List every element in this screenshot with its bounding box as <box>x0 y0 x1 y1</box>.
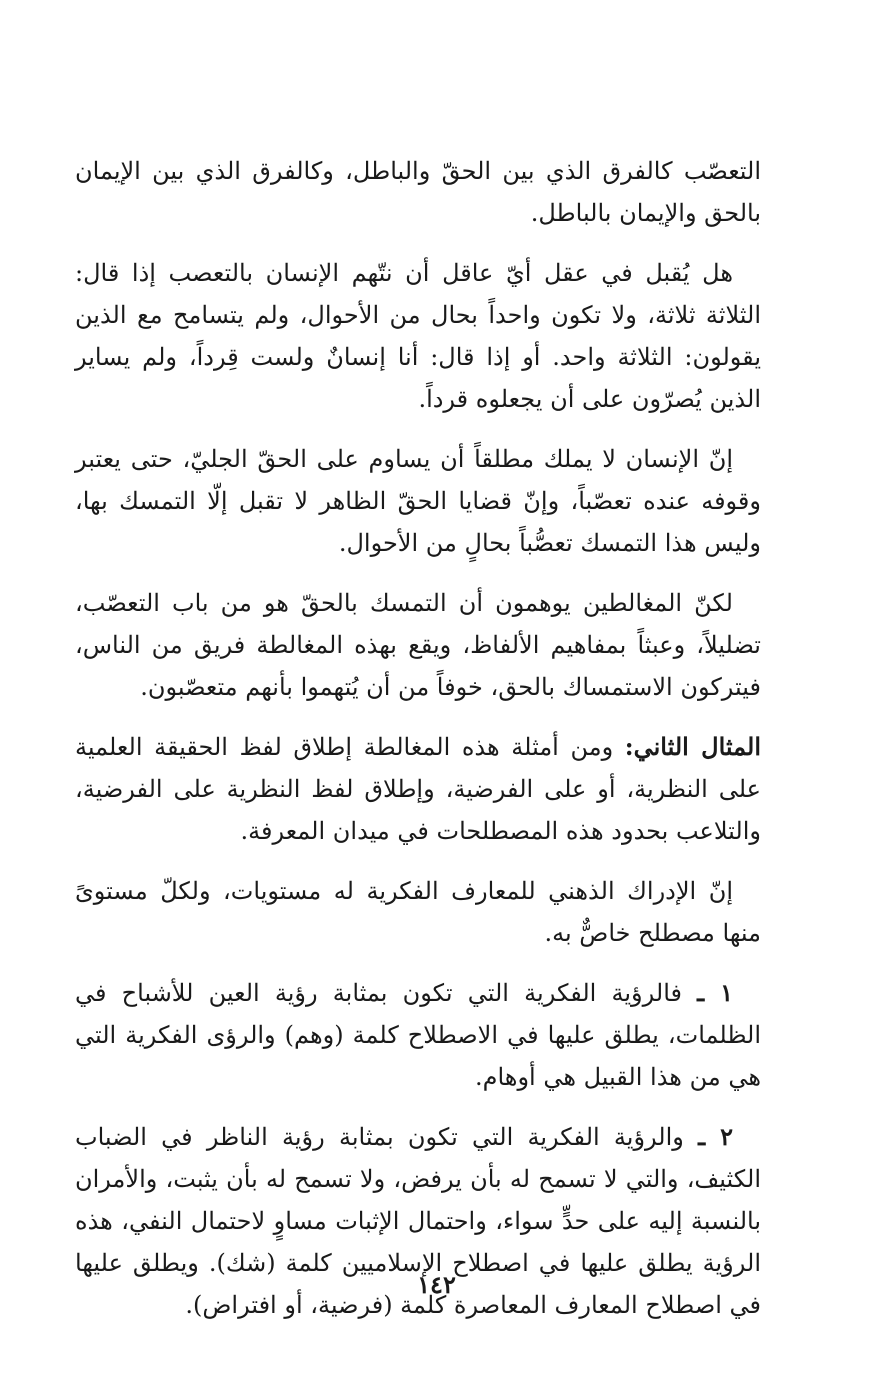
example-two-label: المثال الثاني: <box>624 732 761 761</box>
paragraph-2-text: هل يُقبل في عقل أيّ عاقل أن نتّهم الإنسان بالتعصب إذا قال: الثلاثة ثلاثة، ولا تكون واحداً بحال من الأحوال، ولم يتسامح مع الذين يقولون: الثلاثة واحد. أو إذا قال: أنا إنسانٌ ولست قِرداً، ولم يساير الذين يُصرّون على أن يجعلوه قرداً. <box>75 259 761 413</box>
paragraph-7-text: فالرؤية الفكرية التي تكون بمثابة رؤية العين للأشباح في الظلمات، يطلق عليها في الاصطلاح كلمة (وهم) والرؤى الفكرية التي هي من هذا القبيل هي أوهام. <box>75 979 761 1091</box>
paragraph-1-text: التعصّب كالفرق الذي بين الحقّ والباطل، وكالفرق الذي بين الإيمان بالحق والإيمان بالباطل. <box>75 157 761 227</box>
paragraph-6-text: إنّ الإدراك الذهني للمعارف الفكرية له مستويات، ولكلّ مستوىً منها مصطلح خاصٌّ به. <box>75 877 761 947</box>
paragraph-5 <box>75 726 761 852</box>
page-body <box>75 150 761 1344</box>
list-number-1: ١ ـ <box>697 978 733 1007</box>
paragraph-3 <box>75 438 761 564</box>
paragraph-3-text: إنّ الإنسان لا يملك مطلقاً أن يساوم على الحقّ الجليّ، حتى يعتبر وقوفه عنده تعصّباً، وإنّ قضايا الحقّ الظاهر لا تقبل إلّا التمسك بها، وليس هذا التمسك تعصُّباً بحالٍ من الأحوال. <box>75 445 761 557</box>
paragraph-7 <box>75 972 761 1098</box>
paragraph-4 <box>75 582 761 708</box>
page-number: ١٤٢ <box>417 1270 456 1299</box>
paragraph-1 <box>75 150 761 234</box>
paragraph-8-text: والرؤية الفكرية التي تكون بمثابة رؤية الناظر في الضباب الكثيف، والتي لا تسمح له بأن يرفض، ولا تسمح له بأن يثبت، والأمران بالنسبة إليه على حدٍّ سواء، واحتمال الإثبات مساوٍ لاحتمال النفي، هذه الرؤية يطلق عليها في اصطلاح الإسلاميين كلمة (شك). ويطلق عليها في اصطلاح المعارف المعاصرة كلمة (فرضية، أو افتراض). <box>75 1123 761 1319</box>
paragraph-2 <box>75 252 761 420</box>
paragraph-6 <box>75 870 761 954</box>
paragraph-4-text: لكنّ المغالطين يوهمون أن التمسك بالحقّ هو من باب التعصّب، تضليلاً، وعبثاً بمفاهيم الألفاظ، ويقع بهذه المغالطة فريق من الناس، فيتركون الاستمساك بالحق، خوفاً من أن يُتهموا بأنهم متعصّبون. <box>75 589 761 701</box>
list-number-2: ٢ ـ <box>698 1122 733 1151</box>
paragraph-5-text: ومن أمثلة هذه المغالطة إطلاق لفظ الحقيقة العلمية على النظرية، أو على الفرضية، وإطلاق لفظ النظرية على الفرضية، والتلاعب بحدود هذه المصطلحات في ميدان المعرفة. <box>75 733 761 845</box>
